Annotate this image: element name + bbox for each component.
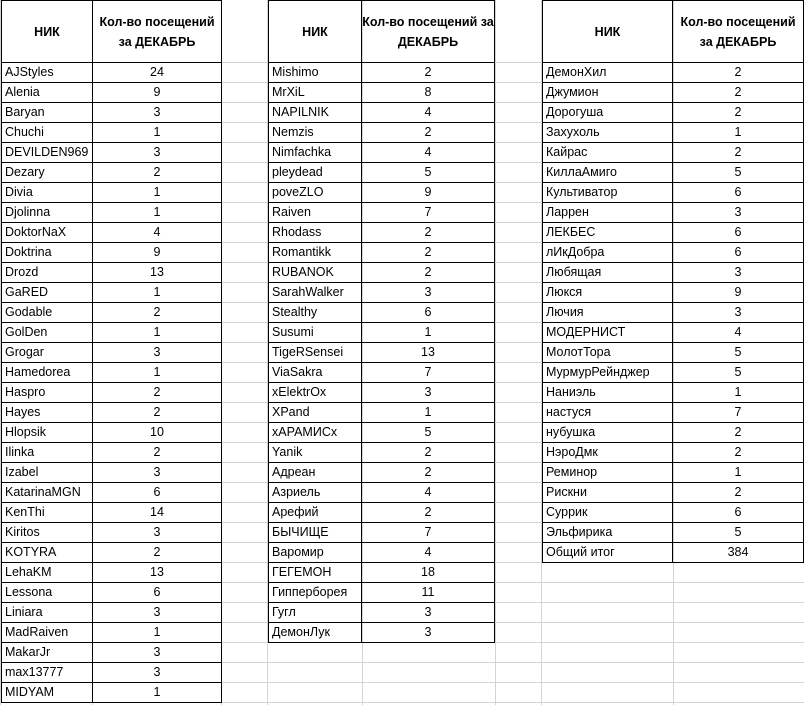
nick-cell[interactable]: Romantikk (268, 242, 362, 263)
visits-count-cell[interactable]: 4 (362, 542, 495, 563)
nick-cell[interactable]: DEVILDEN969 (1, 142, 93, 163)
visits-count-cell[interactable]: 1 (673, 462, 804, 483)
nick-cell[interactable]: Hamedorea (1, 362, 93, 383)
header-nick[interactable]: НИК (542, 0, 673, 63)
nick-cell[interactable]: Захухоль (542, 122, 673, 143)
nick-cell[interactable]: Hlopsik (1, 422, 93, 443)
visits-count-cell[interactable]: 2 (93, 542, 222, 563)
nick-cell[interactable]: ЛЕКБЕС (542, 222, 673, 243)
nick-cell[interactable]: Djolinna (1, 202, 93, 223)
nick-cell[interactable]: ГЕГЕМОН (268, 562, 362, 583)
nick-cell[interactable]: Люкся (542, 282, 673, 303)
nick-cell[interactable]: Doktrina (1, 242, 93, 263)
grid-column-line (495, 0, 496, 705)
visits-count-cell[interactable]: 6 (673, 182, 804, 203)
nick-cell[interactable]: TigeRSensei (268, 342, 362, 363)
nick-cell[interactable]: Dezary (1, 162, 93, 183)
nick-cell[interactable]: Варомир (268, 542, 362, 563)
visits-count-cell[interactable]: 2 (93, 442, 222, 463)
nick-cell[interactable]: Alenia (1, 82, 93, 103)
nick-cell[interactable]: Stealthy (268, 302, 362, 323)
visits-count-cell[interactable]: 6 (362, 302, 495, 323)
nick-cell[interactable]: Дорогуша (542, 102, 673, 123)
visits-count-cell[interactable]: 1 (93, 182, 222, 203)
visits-count-cell[interactable]: 2 (362, 222, 495, 243)
nick-cell[interactable]: МОДЕРНИСТ (542, 322, 673, 343)
visits-count-cell[interactable]: 1 (673, 382, 804, 403)
nick-cell[interactable]: Адреан (268, 462, 362, 483)
visits-count-cell[interactable]: 2 (673, 82, 804, 103)
nick-cell[interactable]: Кайрас (542, 142, 673, 163)
visits-count-cell[interactable]: 4 (673, 322, 804, 343)
visits-count-cell[interactable]: 8 (362, 82, 495, 103)
visits-count-cell[interactable]: 5 (673, 522, 804, 543)
nick-cell[interactable]: Эльфирика (542, 522, 673, 543)
nick-cell[interactable]: Гипперборея (268, 582, 362, 603)
header-nick[interactable]: НИК (268, 0, 362, 63)
nick-cell[interactable]: Yanik (268, 442, 362, 463)
nick-cell[interactable]: Liniara (1, 602, 93, 623)
nick-cell[interactable]: Haspro (1, 382, 93, 403)
nick-cell[interactable]: KOTYRA (1, 542, 93, 563)
visits-count-cell[interactable]: 7 (673, 402, 804, 423)
nick-cell[interactable]: Grogar (1, 342, 93, 363)
visits-count-cell[interactable]: 4 (362, 482, 495, 503)
nick-cell[interactable]: pleydead (268, 162, 362, 183)
visits-count-cell[interactable]: 3 (362, 382, 495, 403)
nick-cell[interactable]: Ларрен (542, 202, 673, 223)
visits-count-cell[interactable]: 2 (93, 302, 222, 323)
nick-cell[interactable]: БЫЧИЩЕ (268, 522, 362, 543)
visits-count-cell[interactable]: 3 (673, 262, 804, 283)
visits-count-cell[interactable]: 6 (93, 482, 222, 503)
nick-cell[interactable]: xАРАМИСх (268, 422, 362, 443)
nick-cell[interactable]: XPand (268, 402, 362, 423)
visits-count-cell[interactable]: 13 (93, 562, 222, 583)
visits-count-cell[interactable]: 3 (93, 522, 222, 543)
visits-count-cell[interactable]: 5 (673, 362, 804, 383)
visits-count-cell[interactable]: 2 (673, 482, 804, 503)
nick-cell[interactable]: Hayes (1, 402, 93, 423)
visits-count-cell[interactable]: 1 (362, 402, 495, 423)
visits-count-cell[interactable]: 4 (362, 142, 495, 163)
nick-cell[interactable]: ДемонЛук (268, 622, 362, 643)
header-visits-december[interactable]: Кол-во посещений за ДЕКАБРЬ (362, 0, 495, 63)
visits-count-cell[interactable]: 1 (93, 202, 222, 223)
nick-cell[interactable]: poveZLO (268, 182, 362, 203)
nick-cell[interactable]: Kiritos (1, 522, 93, 543)
nick-cell[interactable]: Mishimo (268, 62, 362, 83)
visits-count-cell[interactable]: 2 (93, 162, 222, 183)
visits-count-cell[interactable]: 2 (93, 402, 222, 423)
nick-cell[interactable]: МурмурРейнджер (542, 362, 673, 383)
visits-count-cell[interactable]: 13 (362, 342, 495, 363)
nick-cell[interactable]: ДемонХил (542, 62, 673, 83)
visits-count-cell[interactable]: 2 (673, 422, 804, 443)
nick-cell[interactable]: Суррик (542, 502, 673, 523)
nick-cell[interactable]: Любящая (542, 262, 673, 283)
visits-count-cell[interactable]: 3 (93, 642, 222, 663)
visits-count-cell[interactable]: 2 (362, 262, 495, 283)
nick-cell[interactable]: Godable (1, 302, 93, 323)
nick-cell[interactable]: Nimfachka (268, 142, 362, 163)
visits-count-cell[interactable]: 9 (93, 82, 222, 103)
visits-count-cell[interactable]: 2 (362, 242, 495, 263)
visits-count-cell[interactable]: 3 (93, 662, 222, 683)
nick-cell[interactable]: лИкДобра (542, 242, 673, 263)
nick-cell[interactable]: DoktorNaX (1, 222, 93, 243)
visits-count-cell[interactable]: 6 (673, 242, 804, 263)
nick-cell[interactable]: max13777 (1, 662, 93, 683)
nick-cell[interactable]: Izabel (1, 462, 93, 483)
visits-count-cell[interactable]: 7 (362, 522, 495, 543)
nick-cell[interactable]: RUBANOK (268, 262, 362, 283)
visits-count-cell[interactable]: 18 (362, 562, 495, 583)
nick-cell[interactable]: Raiven (268, 202, 362, 223)
nick-cell[interactable]: Nemzis (268, 122, 362, 143)
nick-cell[interactable]: Общий итог (542, 542, 673, 563)
nick-cell[interactable]: МолотТора (542, 342, 673, 363)
nick-cell[interactable]: Divia (1, 182, 93, 203)
visits-count-cell[interactable]: 5 (673, 162, 804, 183)
nick-cell[interactable]: Lessona (1, 582, 93, 603)
nick-cell[interactable]: Baryan (1, 102, 93, 123)
visits-count-cell[interactable]: 1 (93, 122, 222, 143)
nick-cell[interactable]: Drozd (1, 262, 93, 283)
visits-count-cell[interactable]: 3 (362, 282, 495, 303)
nick-cell[interactable]: Гугл (268, 602, 362, 623)
header-visits-december[interactable]: Кол-во посещений за ДЕКАБРЬ (673, 0, 804, 63)
visits-count-cell[interactable]: 3 (93, 142, 222, 163)
nick-cell[interactable]: SarahWalker (268, 282, 362, 303)
visits-count-cell[interactable]: 3 (93, 462, 222, 483)
visits-count-cell[interactable]: 9 (93, 242, 222, 263)
nick-cell[interactable]: нубушка (542, 422, 673, 443)
visits-count-cell[interactable]: 14 (93, 502, 222, 523)
nick-cell[interactable]: Рискни (542, 482, 673, 503)
nick-cell[interactable]: Реминор (542, 462, 673, 483)
header-visits-december[interactable]: Кол-во посещений за ДЕКАБРЬ (93, 0, 222, 63)
nick-cell[interactable]: Культиватор (542, 182, 673, 203)
visits-count-cell[interactable]: 3 (93, 342, 222, 363)
visits-count-cell[interactable]: 5 (673, 342, 804, 363)
visits-count-cell[interactable]: 1 (362, 322, 495, 343)
visits-count-cell[interactable]: 384 (673, 542, 804, 563)
nick-cell[interactable]: Азриель (268, 482, 362, 503)
nick-cell[interactable]: ViaSakra (268, 362, 362, 383)
nick-cell[interactable]: GaRED (1, 282, 93, 303)
visits-count-cell[interactable]: 11 (362, 582, 495, 603)
visits-count-cell[interactable]: 6 (673, 222, 804, 243)
nick-cell[interactable]: НэроДмк (542, 442, 673, 463)
visits-count-cell[interactable]: 2 (362, 502, 495, 523)
nick-cell[interactable]: Chuchi (1, 122, 93, 143)
nick-cell[interactable]: GolDen (1, 322, 93, 343)
visits-count-cell[interactable]: 2 (93, 382, 222, 403)
visits-count-cell[interactable]: 9 (362, 182, 495, 203)
visits-count-cell[interactable]: 3 (362, 622, 495, 643)
visits-count-cell[interactable]: 7 (362, 202, 495, 223)
nick-cell[interactable]: KatarinaMGN (1, 482, 93, 503)
visits-count-cell[interactable]: 5 (362, 162, 495, 183)
visits-count-cell[interactable]: 13 (93, 262, 222, 283)
visits-count-cell[interactable]: 2 (362, 462, 495, 483)
visits-count-cell[interactable]: 6 (673, 502, 804, 523)
nick-cell[interactable]: Арефий (268, 502, 362, 523)
visits-count-cell[interactable]: 1 (673, 122, 804, 143)
visits-count-cell[interactable]: 3 (673, 302, 804, 323)
visits-count-cell[interactable]: 3 (93, 102, 222, 123)
visits-count-cell[interactable]: 2 (673, 142, 804, 163)
visits-count-cell[interactable]: 3 (93, 602, 222, 623)
header-nick[interactable]: НИК (1, 0, 93, 63)
visits-count-cell[interactable]: 2 (362, 442, 495, 463)
visits-count-cell[interactable]: 9 (673, 282, 804, 303)
visits-count-cell[interactable]: 7 (362, 362, 495, 383)
visits-count-cell[interactable]: 2 (673, 102, 804, 123)
visits-count-cell[interactable]: 2 (673, 442, 804, 463)
visits-count-cell[interactable]: 3 (673, 202, 804, 223)
nick-cell[interactable]: KenThi (1, 502, 93, 523)
nick-cell[interactable]: Джумион (542, 82, 673, 103)
visits-count-cell[interactable]: 3 (362, 602, 495, 623)
visits-count-cell[interactable]: 1 (93, 322, 222, 343)
nick-cell[interactable]: MIDYAM (1, 682, 93, 703)
visits-count-cell[interactable]: 1 (93, 622, 222, 643)
visits-count-cell[interactable]: 2 (362, 62, 495, 83)
nick-cell[interactable]: xElektrOx (268, 382, 362, 403)
visits-count-cell[interactable]: 6 (93, 582, 222, 603)
visits-count-cell[interactable]: 2 (362, 122, 495, 143)
nick-cell[interactable]: MrXiL (268, 82, 362, 103)
visits-count-cell[interactable]: 24 (93, 62, 222, 83)
nick-cell[interactable]: Ilinka (1, 442, 93, 463)
visits-count-cell[interactable]: 2 (673, 62, 804, 83)
visits-count-cell[interactable]: 1 (93, 362, 222, 383)
nick-cell[interactable]: Наниэль (542, 382, 673, 403)
nick-cell[interactable]: Rhodass (268, 222, 362, 243)
nick-cell[interactable]: настуся (542, 402, 673, 423)
visits-count-cell[interactable]: 4 (93, 222, 222, 243)
nick-cell[interactable]: Susumi (268, 322, 362, 343)
nick-cell[interactable]: КиллаАмиго (542, 162, 673, 183)
nick-cell[interactable]: LehaKM (1, 562, 93, 583)
nick-cell[interactable]: MakarJr (1, 642, 93, 663)
visits-count-cell[interactable]: 5 (362, 422, 495, 443)
nick-cell[interactable]: Лючия (542, 302, 673, 323)
visits-count-cell[interactable]: 10 (93, 422, 222, 443)
visits-count-cell[interactable]: 1 (93, 682, 222, 703)
visits-count-cell[interactable]: 1 (93, 282, 222, 303)
nick-cell[interactable]: MadRaiven (1, 622, 93, 643)
visits-count-cell[interactable]: 4 (362, 102, 495, 123)
nick-cell[interactable]: AJStyles (1, 62, 93, 83)
nick-cell[interactable]: NAPILNIK (268, 102, 362, 123)
